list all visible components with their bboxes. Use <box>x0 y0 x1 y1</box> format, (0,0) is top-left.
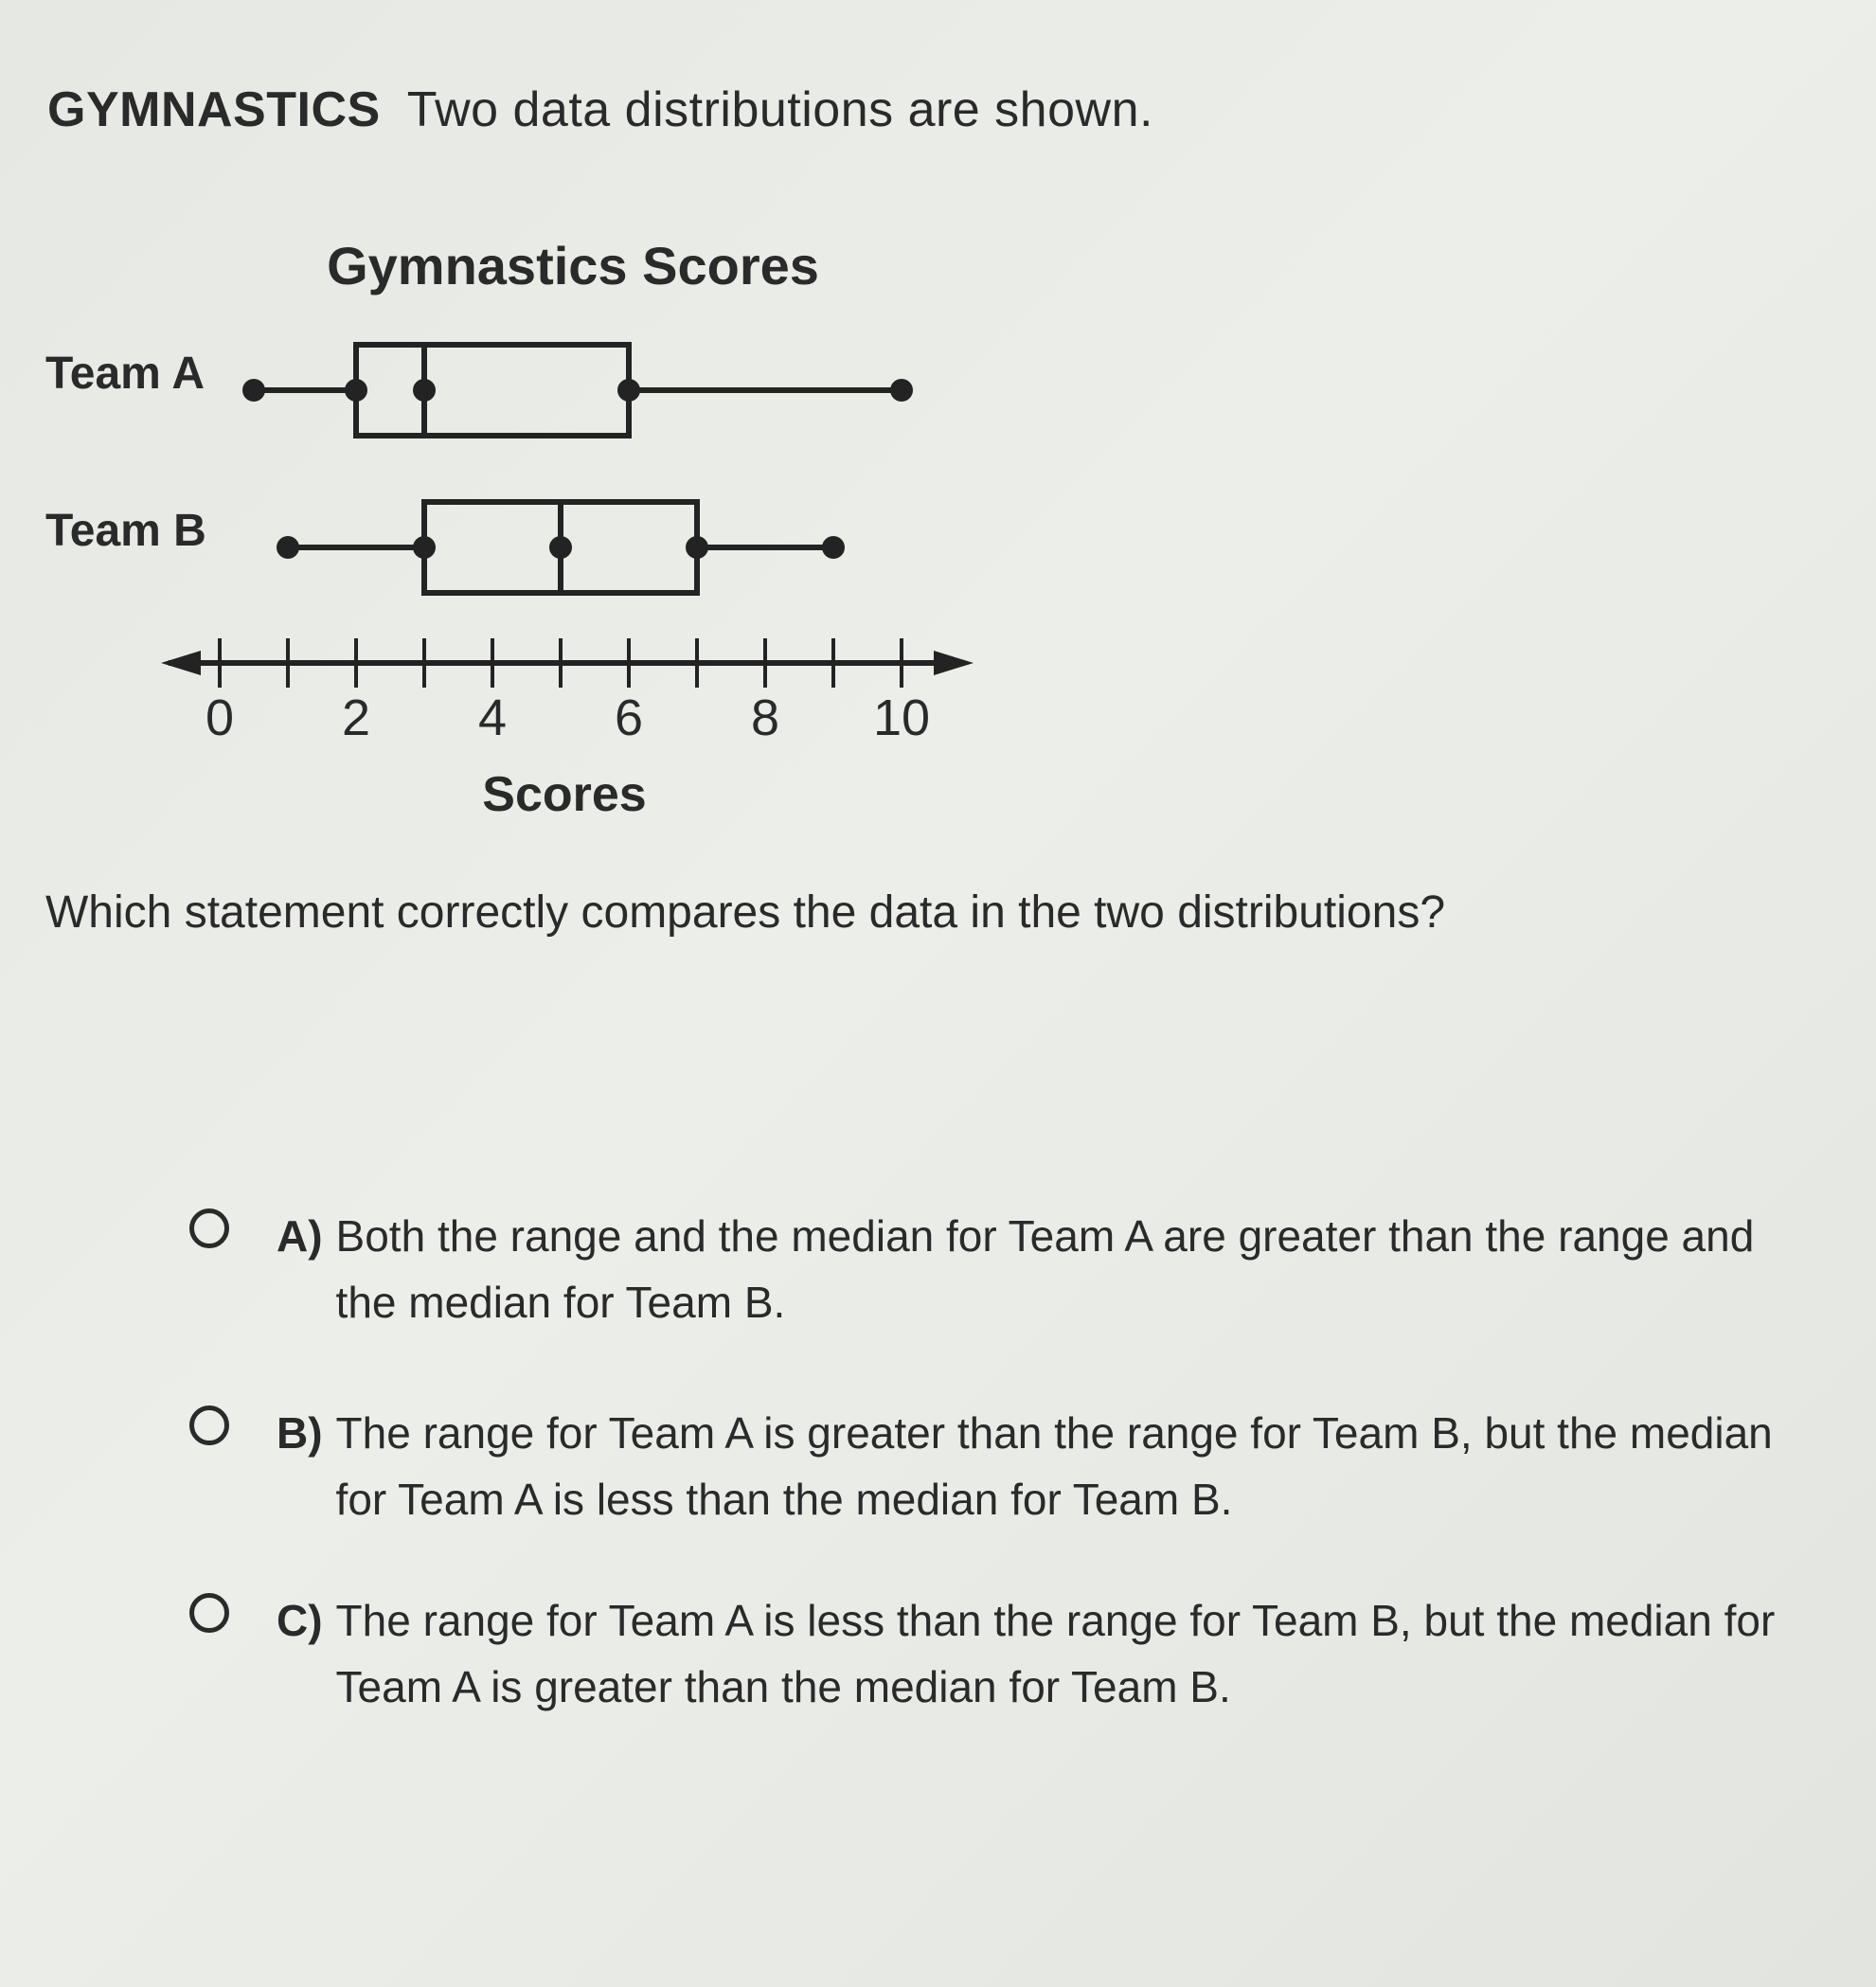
max-point <box>822 536 845 559</box>
box-plots <box>45 345 913 593</box>
median-point <box>413 379 436 402</box>
q3-point <box>686 536 708 559</box>
choice-letter-b: B) <box>277 1408 323 1458</box>
axis-tick-label: 6 <box>614 689 644 746</box>
q1-point <box>345 379 367 402</box>
choice-text-b: The range for Team A is greater than the range for Team B, but the median for Team A is less than the median for Team B. <box>335 1408 1773 1524</box>
interquartile-box <box>424 502 697 593</box>
choice-letter-c: C) <box>277 1596 323 1645</box>
axis-arrow-left <box>161 651 201 675</box>
team-b-label: Team B <box>45 506 206 556</box>
max-point <box>890 379 913 402</box>
min-point <box>242 379 265 402</box>
answer-choice-b[interactable] <box>189 1400 1818 1532</box>
median-point <box>549 536 572 559</box>
x-axis-label: Scores <box>482 767 647 822</box>
axis-tick-label: 8 <box>750 689 780 746</box>
min-point <box>277 536 299 559</box>
axis-tick-label: 0 <box>205 689 235 746</box>
radio-button-b[interactable] <box>189 1405 229 1445</box>
radio-button-c[interactable] <box>189 1593 229 1633</box>
number-line <box>161 638 974 746</box>
interquartile-box <box>356 345 629 436</box>
choice-text-a: Both the range and the median for Team A are greater than the range and the median for Team B. <box>335 1211 1755 1327</box>
choice-text-c: The range for Team A is less than the range for Team B, but the median for Team A is greater than the median for Team B. <box>335 1596 1776 1711</box>
q1-point <box>413 536 436 559</box>
team-a-box-plot <box>45 345 913 436</box>
radio-button-a[interactable] <box>189 1208 229 1248</box>
problem-header <box>47 81 1153 138</box>
question-text: Which statement correctly compares the data in the two distributions? <box>45 887 1446 938</box>
chart-title: Gymnastics Scores <box>327 236 819 295</box>
team-a-label: Team A <box>45 349 205 399</box>
axis-tick-label: 4 <box>477 689 508 746</box>
answer-choice-a[interactable] <box>189 1203 1818 1335</box>
axis-tick-label: 2 <box>341 689 371 746</box>
q3-point <box>617 379 640 402</box>
axis-arrow-right <box>934 651 974 675</box>
problem-topic: GYMNASTICS <box>47 82 381 137</box>
axis-tick-label: 10 <box>872 689 931 746</box>
problem-prompt: Two data distributions are shown. <box>406 82 1153 137</box>
choice-letter-a: A) <box>277 1211 323 1261</box>
answer-choice-c[interactable] <box>189 1587 1818 1720</box>
team-b-box-plot <box>45 502 845 593</box>
